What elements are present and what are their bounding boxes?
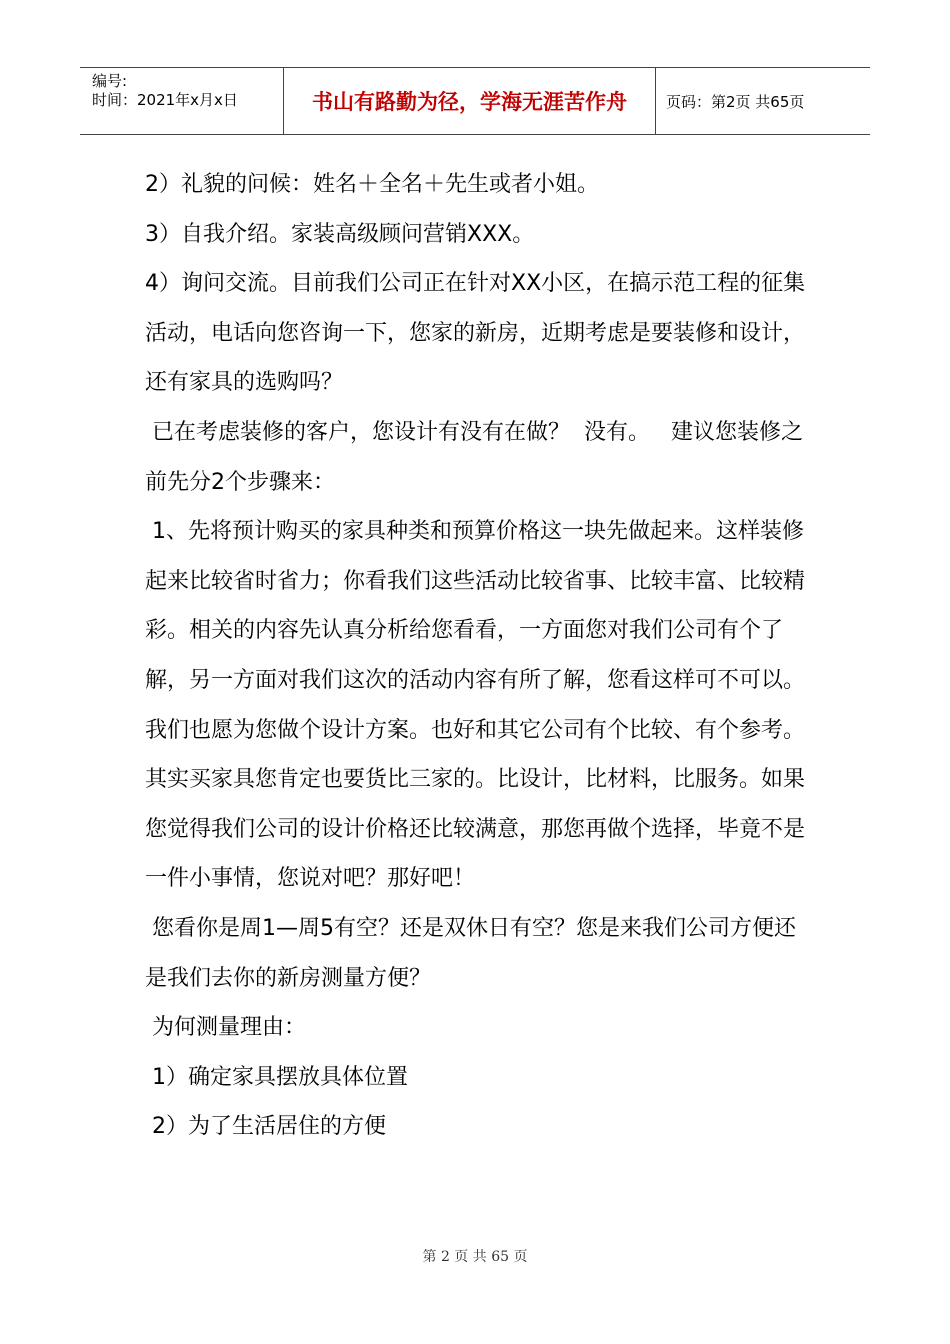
document-number-label: 编号: bbox=[92, 72, 128, 90]
paragraph: 2）礼貌的问候：姓名＋全名＋先生或者小姐。 bbox=[145, 172, 599, 197]
page-info-text: 页码：第2页 共65页 bbox=[666, 92, 805, 111]
footer-page-number: 第 2 页 共 65 页 bbox=[422, 1249, 528, 1265]
motto-text: 书山有路勤为径，学海无涯苦作舟 bbox=[312, 89, 627, 114]
page-footer bbox=[0, 1246, 950, 1266]
paragraph: 已在考虑装修的客户，您设计有没有在做？ 没有。 建议您装修之前先分2个步骤来： bbox=[145, 419, 803, 495]
header-motto bbox=[284, 68, 656, 134]
document-body bbox=[145, 160, 810, 1152]
header-meta bbox=[80, 68, 284, 134]
header-page-info bbox=[656, 68, 870, 134]
paragraph: 1）确定家具摆放具体位置 bbox=[145, 1064, 408, 1090]
paragraph: 1、先将预计购买的家具种类和预算价格这一块先做起来。这样装修起来比较省时省力；你看我们这些活动比较省事、比较丰富、比较精彩。相关的内容先认真分析给您看看，一方面您对我们公司有个了解，另一方面对我们这次的活动内容有所了解，您看这样可不可以。我们也愿为您做个设计方案。也好和其它公司有个比较、有个参考。其实买家具您肯定也要货比三家的。比设计，比材料，比服务。如果您觉得我们公司的设计价格还比较满意，那您再做个选择，毕竟不是一件小事情，您说对吧？那好吧！ bbox=[145, 519, 806, 892]
paragraph: 您看你是周1—周5有空？还是双休日有空？您是来我们公司方便还是我们去你的新房测量方便？ bbox=[145, 915, 796, 991]
paragraph: 为何测量理由： bbox=[145, 1015, 307, 1041]
page-header bbox=[80, 67, 870, 135]
paragraph: 4）询问交流。目前我们公司正在针对XX小区，在搞示范工程的征集活动，电话向您咨询一下，您家的新房，近期考虑是要装修和设计，还有家具的选购吗？ bbox=[145, 271, 806, 396]
paragraph: 3）自我介绍。家装高级顾问营销XXX。 bbox=[145, 221, 535, 247]
paragraph: 2）为了生活居住的方便 bbox=[145, 1114, 386, 1140]
document-time-label: 时间：2021年x月x日 bbox=[92, 91, 238, 109]
